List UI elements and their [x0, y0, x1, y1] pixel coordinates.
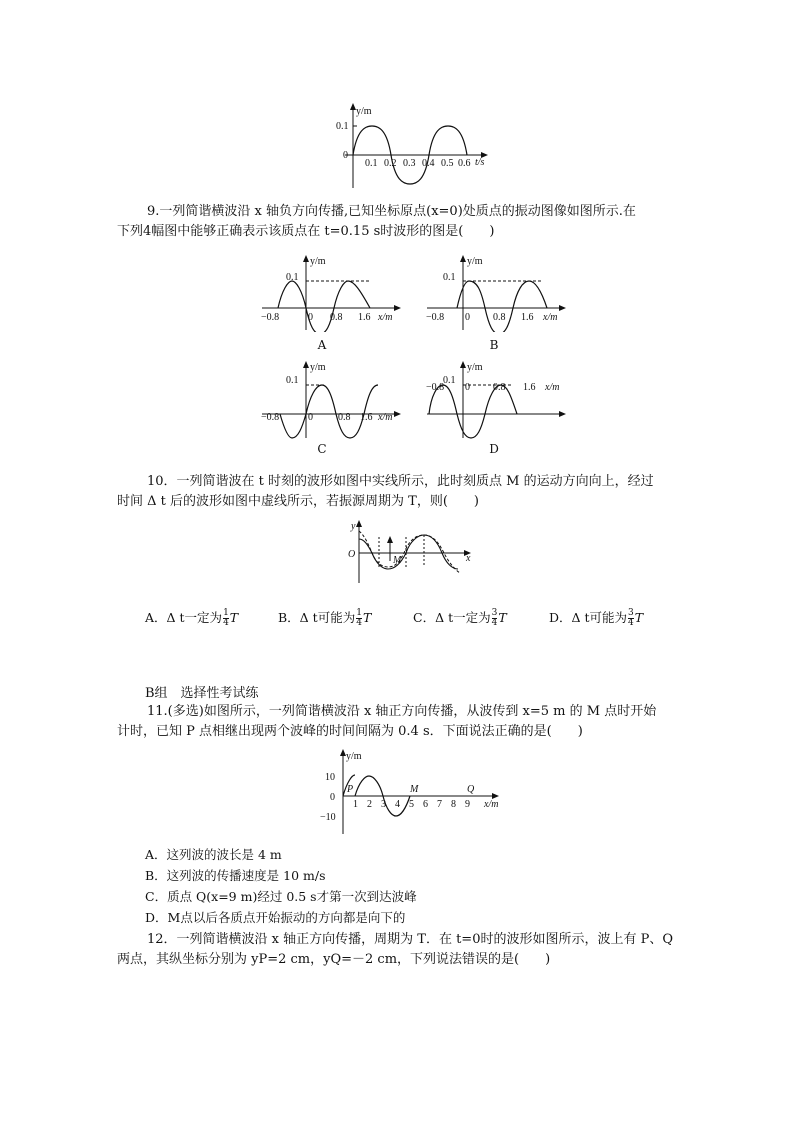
svg-text:1.6: 1.6	[358, 312, 371, 323]
svg-text:−0.8: −0.8	[426, 312, 445, 323]
y-axis-label: y/m	[356, 106, 372, 117]
q9-line2: 下列4幅图中能够正确表示该质点在 t=0.15 s时波形的图是( )	[117, 224, 495, 239]
svg-text:x/m: x/m	[378, 312, 393, 323]
wave-graph-q11	[320, 746, 510, 836]
svg-text:0: 0	[465, 382, 470, 393]
wave-graph-c	[258, 358, 408, 440]
q10-line1: 10．一列简谐波在 t 时刻的波形如图中实线所示，此时刻质点 M 的运动方向向上，经过	[147, 474, 654, 489]
svg-text:0.8: 0.8	[338, 412, 351, 423]
svg-text:0.8: 0.8	[493, 312, 506, 323]
svg-text:x/m: x/m	[543, 312, 558, 323]
caption-c: C	[317, 442, 327, 456]
question-12	[117, 930, 683, 970]
q9-line1: 9.一列简谐横波沿 x 轴负方向传播,已知坐标原点(x=0)处质点的振动图像如图所示.在	[147, 204, 636, 219]
svg-text:y/m: y/m	[310, 362, 326, 373]
svg-text:M: M	[393, 555, 402, 566]
svg-text:0.1: 0.1	[443, 375, 456, 386]
q10-option-a: A．Δ t一定为 $\frac{1}{4}$ T	[145, 608, 239, 628]
q10-option-b: B．Δ t可能为 $\frac{1}{4}$ T	[278, 608, 372, 628]
svg-text:5: 5	[409, 799, 414, 810]
q12-line1: 12．一列简谐横波沿 x 轴正方向传播，周期为 T．在 t=0时的波形如图所示，波上有 P、Q	[147, 932, 673, 947]
caption-a: A	[317, 338, 327, 352]
svg-text:0.8: 0.8	[330, 312, 343, 323]
svg-text:x/m: x/m	[378, 412, 393, 423]
svg-text:0.1: 0.1	[443, 272, 456, 283]
y-tick: 0.1	[336, 121, 349, 132]
q11-option-d: D．M点以后各质点开始振动的方向都是向下的	[145, 910, 406, 925]
question-9	[117, 202, 683, 242]
svg-text:0.1: 0.1	[286, 375, 299, 386]
svg-text:0: 0	[330, 792, 335, 803]
svg-text:1.6: 1.6	[523, 382, 536, 393]
svg-text:1: 1	[353, 799, 358, 810]
q11-line2: 计时，已知 P 点相继出现两个波峰的时间间隔为 0.4 s．下面说法正确的是( )	[117, 724, 583, 739]
svg-text:x/m: x/m	[484, 799, 499, 810]
svg-text:−0.8: −0.8	[426, 382, 445, 393]
svg-text:9: 9	[465, 799, 470, 810]
question-10	[117, 472, 683, 512]
origin-label: 0	[343, 150, 348, 161]
svg-text:M: M	[410, 784, 419, 795]
svg-text:3: 3	[381, 799, 386, 810]
svg-text:Q: Q	[467, 784, 475, 795]
svg-text:y/m: y/m	[346, 751, 362, 762]
x-tick: 0.4	[422, 158, 435, 169]
wave-graph-q10	[342, 517, 478, 585]
caption-d: D	[489, 442, 499, 456]
svg-text:7: 7	[437, 799, 442, 810]
vibration-graph	[335, 100, 505, 192]
x-tick: 0.3	[403, 158, 416, 169]
svg-text:−10: −10	[320, 812, 336, 823]
section-heading: B组 选择性考试练	[145, 686, 259, 701]
q11-option-b: B．这列波的传播速度是 10 m/s	[145, 868, 326, 883]
svg-text:y/m: y/m	[310, 256, 326, 267]
svg-text:0: 0	[465, 312, 470, 323]
svg-text:10: 10	[325, 772, 335, 783]
svg-text:y/m: y/m	[467, 362, 483, 373]
svg-text:1.6: 1.6	[521, 312, 534, 323]
caption-b: B	[489, 338, 499, 352]
x-tick: 0.6	[458, 158, 471, 169]
wave-graph-a	[258, 252, 408, 332]
q10-option-c: C．Δ t一定为 $\frac{3}{4}$ T	[413, 608, 507, 628]
q11-option-c: C．质点 Q(x=9 m)经过 0.5 s才第一次到达波峰	[145, 889, 417, 904]
svg-text:4: 4	[395, 799, 400, 810]
q10-line2: 时间 Δ t 后的波形如图中虚线所示，若振源周期为 T，则( )	[117, 494, 479, 509]
svg-text:−0.8: −0.8	[261, 312, 280, 323]
svg-text:O: O	[348, 549, 356, 560]
question-11	[117, 702, 683, 742]
q10-options	[145, 606, 685, 634]
svg-text:0: 0	[308, 312, 313, 323]
svg-text:6: 6	[423, 799, 428, 810]
svg-text:0: 0	[308, 412, 313, 423]
q11-line1: 11.(多选)如图所示，一列简谐横波沿 x 轴正方向传播，从波传到 x=5 m 的 M 点时开始	[147, 704, 657, 719]
svg-text:1.6: 1.6	[360, 412, 373, 423]
q11-option-a: A．这列波的波长是 4 m	[145, 847, 282, 862]
svg-text:x/m: x/m	[545, 382, 560, 393]
svg-text:2: 2	[367, 799, 372, 810]
wave-graph-d	[423, 358, 573, 440]
svg-text:y: y	[351, 521, 356, 532]
q10-option-d: D．Δ t可能为 $\frac{3}{4}$ T	[549, 608, 644, 628]
svg-text:0.1: 0.1	[286, 272, 299, 283]
svg-text:x: x	[466, 553, 471, 564]
x-tick: 0.5	[441, 158, 454, 169]
svg-text:y/m: y/m	[467, 256, 483, 267]
svg-text:P: P	[347, 784, 354, 795]
svg-text:0.8: 0.8	[493, 382, 506, 393]
wave-graph-b	[423, 252, 573, 332]
q12-line2: 两点，其纵坐标分别为 yP=2 cm，yQ=－2 cm，下列说法错误的是( )	[117, 952, 551, 967]
x-tick: 0.1	[365, 158, 378, 169]
x-axis-label: t/s	[475, 157, 485, 168]
svg-text:8: 8	[451, 799, 456, 810]
svg-text:−0.8: −0.8	[261, 412, 280, 423]
x-tick: 0.2	[384, 158, 397, 169]
